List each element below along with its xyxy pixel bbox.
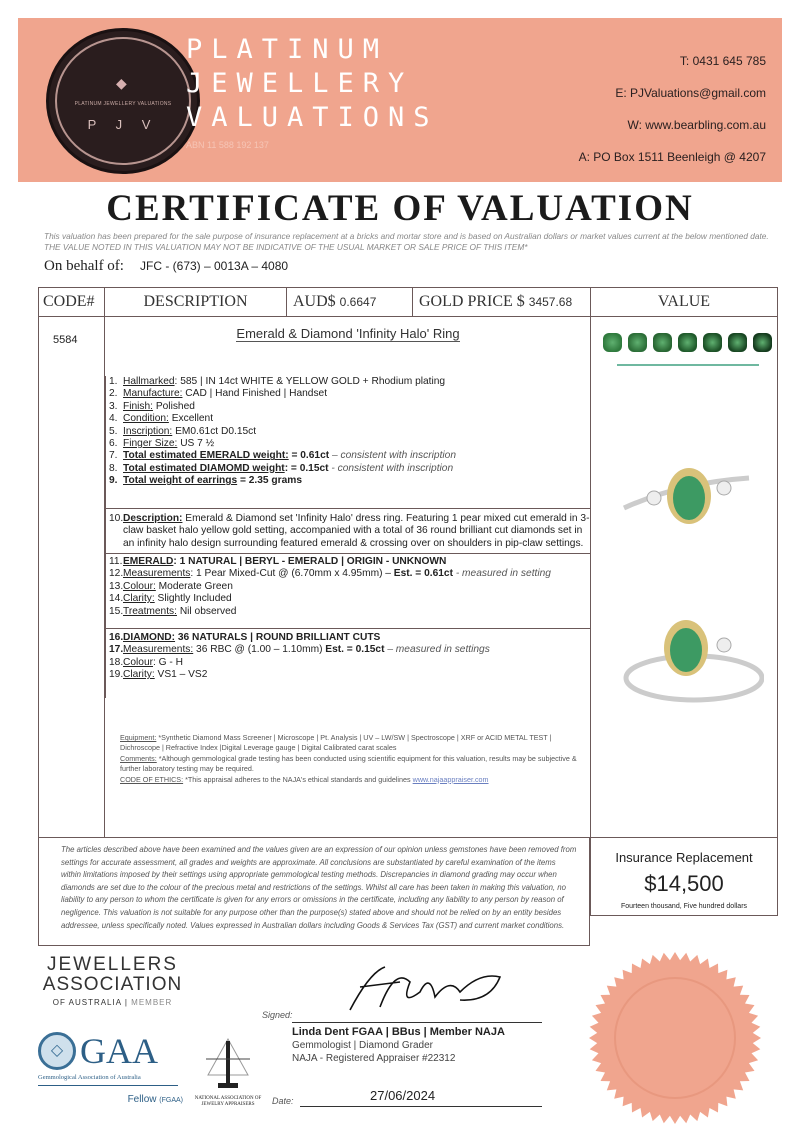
list-item: 12. Measurements: 1 Pear Mixed-Cut @ (6.70mm x 4.95mm) – Est. = 0.61ct - measured in setting	[109, 568, 551, 580]
logo-tagline: PLATINUM JEWELLERY VALUATIONS	[74, 101, 172, 107]
brand-line-3: VALUATIONS	[186, 102, 439, 133]
header-aud: AUD$ 0.6647	[287, 288, 413, 317]
diamond-icon: ◆	[116, 75, 127, 91]
brand-line-1: PLATINUM	[186, 34, 389, 65]
list-item: 16. DIAMOND: 36 NATURALS | ROUND BRILLIANT CUTS	[109, 632, 381, 643]
emerald-swatch	[653, 333, 672, 352]
on-behalf-value: JFC - (673) – 0013A – 4080	[139, 259, 289, 273]
list-item: 4. Condition: Excellent	[109, 413, 214, 425]
contact-phone: T: 0431 645 785	[679, 54, 766, 68]
item-list-general	[105, 376, 591, 488]
list-item: 13. Colour: Moderate Green	[109, 580, 233, 592]
contact-email[interactable]: E: PJValuations@gmail.com	[615, 86, 766, 100]
header-code: CODE#	[39, 288, 105, 317]
letterhead-banner	[18, 18, 782, 182]
date-value: 27/06/2024	[370, 1088, 436, 1103]
insurance-box	[590, 838, 778, 916]
gaa-emblem-icon: ◇	[38, 1032, 76, 1070]
item-code: 5584	[53, 334, 78, 346]
header-value: VALUE	[591, 288, 777, 317]
list-item: 17. Measurements: 36 RBC @ (1.00 – 1.10mm) Est. = 0.15ct – measured in settings	[109, 644, 490, 656]
legal-disclaimer: The articles described above have been examined and the values given are an expression of our opinion unless gemstones have been removed from settings for accurate assessment, all grades and weights are approximate. All conclusions are substantiated by careful examination of the items within limitations imposed by their settings using appropriate gemmological testing methods. Discrepancies in diamond grading may occur when diamonds are set due to the colour of the precious metal and restrictions of the settings. Whilst all care has been taken in making this valuation, no liability to any person to whom the certificate is given for any errors or omissions in the certificate, including any liability to any person by reason of negligence. This valuation is not suitable for any purpose other than the purpose(s) stated above and should not be relied on by an entity besides addressee, unless specifically noted. Values expressed in Australian dollars including Goods & Services Tax (GST) and current market conditions.	[38, 838, 590, 946]
signed-label: Signed:	[262, 1010, 293, 1020]
emerald-swatch	[628, 333, 647, 352]
ring-image-side	[614, 603, 764, 713]
header-description: DESCRIPTION	[105, 288, 287, 317]
signer-registration: NAJA - Registered Appraiser #22312	[292, 1053, 456, 1064]
list-item: 8. Total estimated DIAMOMD weight: = 0.15ct - consistent with inscription	[109, 462, 454, 474]
list-item: 10. Description: Emerald & Diamond set 'Infinity Halo' dress ring. Featuring 1 pear mixed cut emerald in 3-claw basket halo yellow gold setting, accompanied with a total of 36 round brilliant cut diamonds set in an infinity halo design surrounding featured emerald & crossing over on shoulders in pip-claw settings.	[109, 513, 590, 549]
list-item: 5. Inscription: EM0.61ct D0.15ct	[109, 425, 257, 437]
on-behalf-of	[44, 258, 288, 275]
header-gold-price: GOLD PRICE $ 3457.68	[413, 288, 591, 317]
signer-name: Linda Dent FGAA | BBus | Member NAJA	[292, 1026, 505, 1038]
emerald-swatch	[678, 333, 697, 352]
item-list-emerald	[105, 556, 591, 618]
list-item: 14. Clarity: Slightly Included	[109, 593, 232, 605]
naja-link[interactable]: www.najaappraiser.com	[412, 774, 489, 784]
brand-line-2: JEWELLERY	[186, 68, 414, 99]
emerald-swatch	[703, 333, 722, 352]
insurance-label: Insurance Replacement	[615, 850, 753, 865]
list-item: 19. Clarity: VS1 – VS2	[109, 669, 208, 681]
colour-scale-bar	[599, 356, 775, 376]
item-title: Emerald & Diamond 'Infinity Halo' Ring	[236, 326, 460, 341]
gaa-logo: ◇ GAA Gemmological Association of Australia Fellow (FGAA)	[38, 1031, 183, 1105]
naja-logo: NATIONAL ASSOCIATION OF JEWELRY APPRAISERS	[188, 1035, 268, 1108]
list-item: 2. Manufacture: CAD | Hand Finished | Handset	[109, 388, 328, 400]
emerald-colour-scale	[603, 333, 772, 352]
list-item: 7. Total estimated EMERALD weight: = 0.61ct – consistent with inscription	[109, 450, 456, 462]
disclaimer-line-2: THE VALUE NOTED IN THIS VALUATION MAY NOT BE INDICATIVE OF THE USUAL MARKET OR SALE PRICE OF THIS ITEM*	[44, 242, 528, 252]
page-title: CERTIFICATE OF VALUATION	[106, 188, 694, 229]
pjv-logo	[46, 28, 200, 174]
date-label: Date:	[272, 1096, 294, 1106]
logo-initials: P J V	[87, 117, 159, 132]
list-item: 1. Hallmarked: 585 | IN 14ct WHITE & YELLOW GOLD + Rhodium plating	[109, 376, 446, 387]
scales-of-justice-icon	[198, 1035, 258, 1091]
contact-website[interactable]: W: www.bearbling.com.au	[627, 118, 766, 132]
list-item: 15. Treatments: Nil observed	[109, 605, 237, 617]
embossed-seal	[585, 952, 765, 1124]
item-list-description	[105, 513, 591, 550]
emerald-swatch	[728, 333, 747, 352]
list-item: 18. Colour: G - H	[109, 656, 184, 668]
ring-image-front	[619, 438, 759, 548]
signature	[340, 962, 510, 1017]
emerald-swatch	[603, 333, 622, 352]
abn: ABN 11 588 192 137	[186, 140, 269, 150]
contact-address: A: PO Box 1511 Beenleigh @ 4207	[578, 150, 766, 164]
item-list-diamond	[105, 632, 591, 682]
signer-role: Gemmologist | Diamond Grader	[292, 1040, 433, 1051]
list-item: 11. EMERALD: 1 NATURAL | BERYL - EMERALD | ORIGIN - UNKNOWN	[109, 556, 447, 567]
list-item: 3. Finish: Polished	[109, 400, 195, 412]
list-item: 9. Total weight of earrings = 2.35 grams	[109, 475, 303, 487]
on-behalf-label: On behalf of:	[44, 258, 124, 274]
insurance-amount: $14,500	[644, 871, 724, 896]
emerald-swatch	[753, 333, 772, 352]
insurance-amount-words: Fourteen thousand, Five hundred dollars	[620, 903, 748, 910]
disclaimer-line-1: This valuation has been prepared for the sale purpose of insurance replacement at a bricks and mortar store and is based on Australian dollars or market values current at the below mentioned date.	[44, 231, 769, 241]
jaa-logo: JEWELLERS ASSOCIATION OF AUSTRALIA | MEMBER	[42, 954, 183, 1007]
list-item: 6. Finger Size: US 7 ½	[109, 438, 215, 450]
equipment-notes: Equipment: *Synthetic Diamond Mass Screener | Microscope | Pt. Analysis | UV – LW/SW | Spectroscope | XRF or ACID METAL TEST | Dichroscope | Refractive Index |Digital Leverage gauge | Digital Calibrated carat scales Comments: *Although gemmological grade testing has been conducted using scientific equipment for this valuation, results may be subjective & further laboratory testing may be required. CODE OF ETHICS: *This appraisal adheres to the NAJA's ethical standards and guidelines www.najaappraiser.com	[120, 733, 577, 784]
